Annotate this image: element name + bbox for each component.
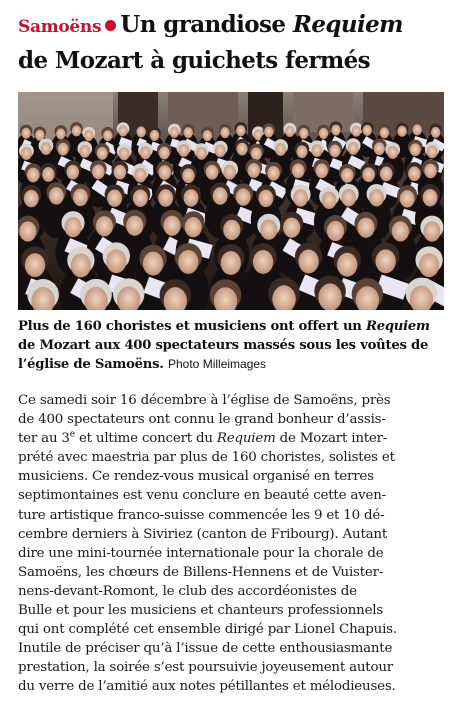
caption-italic: Requiem xyxy=(365,319,430,334)
article-body xyxy=(18,391,448,697)
body-line: prestation, la soirée s’est poursuivie joyeusement autour xyxy=(18,660,393,676)
body-line: Samoëns, les chœurs de Billens-Hennens et de Vuister- xyxy=(18,564,384,580)
body-line: prété avec maestria par plus de 160 choristes, solistes et xyxy=(18,450,395,466)
body-line: musiciens. Ce rendez-vous musical organisé en terres xyxy=(18,469,374,485)
body-line xyxy=(18,429,448,448)
body-text: de Mozart inter- xyxy=(275,431,388,447)
headline-line-2: de Mozart à guichets fermés xyxy=(18,47,370,74)
body-line: Inutile de préciser qu’à l’issue de cette enthousiasmante xyxy=(18,641,393,657)
body-line: dire une mini-tournée internationale pour la chorale de xyxy=(18,545,384,561)
photo-choir-icon xyxy=(18,92,444,310)
body-line: du verre de l’amitié aux notes pétillantes et mélodieuses. xyxy=(18,679,396,695)
caption-text-3: l’église de Samoëns. xyxy=(18,357,164,372)
body-line: qui ont complété cet ensemble dirigé par Lionel Chapuis. xyxy=(18,622,397,638)
kicker-location: Samoëns xyxy=(18,17,102,37)
caption-text-1: Plus de 160 choristes et musiciens ont offert un xyxy=(18,319,366,334)
body-line: cembre derniers à Siviriez (canton de Fribourg). Autant xyxy=(18,526,388,542)
headline xyxy=(18,8,448,77)
photo-caption xyxy=(18,317,448,374)
article-photo xyxy=(18,92,444,310)
body-text: ter au 3 xyxy=(18,431,70,447)
caption-text-2: de Mozart aux 400 spectateurs massés sous les voûtes de xyxy=(18,338,429,353)
ordinal-suffix: e xyxy=(69,429,75,440)
body-italic: Requiem xyxy=(216,431,276,447)
body-text: et ultime concert du xyxy=(74,431,217,447)
body-line: ture artistique franco-suisse commencée les 9 et 10 dé- xyxy=(18,507,385,523)
kicker-bullet-icon xyxy=(105,20,116,31)
photo-credit: Photo Milleimages xyxy=(168,357,267,371)
body-line: de 400 spectateurs ont connu le grand bonheur d’assis- xyxy=(18,412,386,428)
body-line: nens-devant-Romont, le club des accordéonistes de xyxy=(18,583,357,599)
body-line: Bulle et pour les musiciens et chanteurs professionnels xyxy=(18,603,384,619)
body-line: Ce samedi soir 16 décembre à l’église de Samoëns, près xyxy=(18,393,391,408)
body-line: septimontaines est venu conclure en beauté cette aven- xyxy=(18,488,387,504)
headline-italic: Requiem xyxy=(292,11,403,38)
article xyxy=(18,8,448,697)
headline-line-1 xyxy=(18,8,448,44)
headline-text-1: Un grandiose xyxy=(120,11,293,38)
